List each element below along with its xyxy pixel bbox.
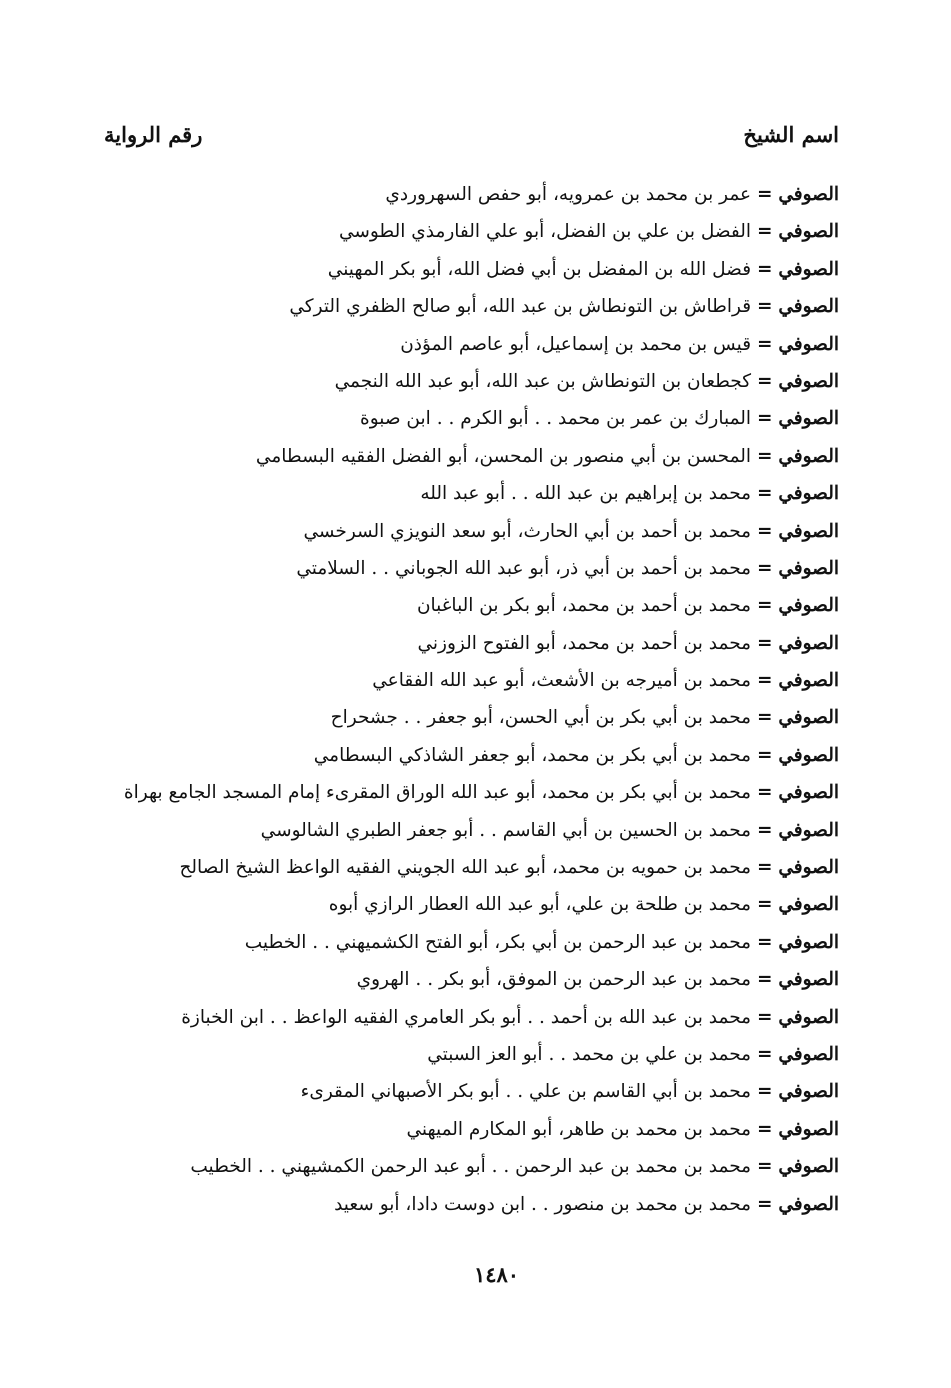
entry-prefix: الصوفي <box>778 969 839 991</box>
entry-prefix: الصوفي <box>778 258 839 280</box>
entry-separator: = <box>756 370 773 392</box>
entry-prefix: الصوفي <box>778 782 839 804</box>
entry-separator: = <box>756 632 773 654</box>
entry-name: محمد بن محمد بن منصور . . ابن دوست دادا، أبو سعيد <box>334 1193 752 1215</box>
entry-prefix: الصوفي <box>778 408 839 430</box>
entry-prefix: الصوفي <box>778 894 839 916</box>
entry-row <box>99 625 839 662</box>
entry-name: محمد بن محمد بن طاهر، أبو المكارم الميهني <box>406 1118 752 1140</box>
entry-name: محمد بن إبراهيم بن عبد الله . . أبو عبد الله <box>420 483 752 505</box>
entry-row <box>99 251 839 288</box>
entry-prefix: الصوفي <box>778 670 839 692</box>
entry-separator: = <box>756 707 773 729</box>
entry-list <box>99 176 839 1223</box>
entry-row <box>99 213 839 250</box>
entry-name: محمد بن أحمد بن محمد، أبو الفتوح الزوزني <box>417 632 752 654</box>
entry-row <box>99 438 839 475</box>
entry-prefix: الصوفي <box>778 707 839 729</box>
entry-name: محمد بن أبي بكر بن محمد، أبو عبد الله الوراق المقرىء إمام المسجد الجامع بهراة <box>123 782 752 804</box>
entry-row <box>99 363 839 400</box>
entry-row <box>99 961 839 998</box>
entry-prefix: الصوفي <box>778 296 839 318</box>
entry-name: محمد بن طلحة بن علي، أبو عبد الله العطار الرازي أبوه <box>328 894 752 916</box>
entry-row <box>99 1073 839 1110</box>
entry-prefix: الصوفي <box>778 1043 839 1065</box>
entry-separator: = <box>756 184 773 205</box>
entry-separator: = <box>756 1193 773 1215</box>
entry-row <box>99 587 839 624</box>
entry-separator: = <box>756 857 773 879</box>
entry-prefix: الصوفي <box>778 744 839 766</box>
entry-name: فضل الله بن المفضل بن أبي فضل الله، أبو بكر المهيني <box>327 258 752 280</box>
entry-name: محمد بن محمد بن عبد الرحمن . . أبو عبد الرحمن الكمشيهني . . الخطيب <box>190 1156 752 1178</box>
entry-name: محمد بن أحمد بن أبي الحارث، أبو سعد النويزي السرخسي <box>303 520 752 542</box>
entry-row <box>99 774 839 811</box>
entry-row <box>99 886 839 923</box>
entry-name: محمد بن أميرجه بن الأشعث، أبو عبد الله الفقاعي <box>372 670 752 692</box>
entry-separator: = <box>756 744 773 766</box>
entry-name: كجطعان بن التونطاش بن عبد الله، أبو عبد الله النجمي <box>334 370 752 392</box>
entry-row <box>99 1148 839 1185</box>
entry-separator: = <box>756 782 773 804</box>
entry-separator: = <box>756 333 773 355</box>
entry-separator: = <box>756 1081 773 1103</box>
entry-name: محمد بن أحمد بن محمد، أبو بكر بن الباغبان <box>416 595 752 617</box>
entry-row <box>99 475 839 512</box>
entry-separator: = <box>756 221 773 243</box>
entry-row <box>99 176 839 213</box>
entry-prefix: الصوفي <box>778 857 839 879</box>
entry-separator: = <box>756 969 773 991</box>
entry-separator: = <box>756 296 773 318</box>
entry-name: محمد بن أحمد بن أبي ذر، أبو عبد الله الجوباني . . السلامتي <box>296 557 752 579</box>
entry-separator: = <box>756 819 773 841</box>
entry-separator: = <box>756 1043 773 1065</box>
entry-name: محمد بن حمويه بن محمد، أبو عبد الله الجويني الفقيه الواعظ الشيخ الصالح <box>179 857 752 879</box>
entry-name: المبارك بن عمر بن محمد . . أبو الكرم . . ابن صبوة <box>360 408 752 430</box>
entry-name: المحسن بن أبي منصور بن المحسن، أبو الفضل الفقيه البسطامي <box>255 445 752 467</box>
entry-separator: = <box>756 1156 773 1178</box>
page-number: ١٤٨٠ <box>473 1262 520 1287</box>
entry-prefix: الصوفي <box>778 819 839 841</box>
entry-row <box>99 849 839 886</box>
entry-row <box>99 812 839 849</box>
entry-prefix: الصوفي <box>778 595 839 617</box>
entry-row <box>99 288 839 325</box>
entry-name: محمد بن عبد الله بن أحمد . . أبو بكر العامري الفقيه الواعظ . . ابن الخبازة <box>181 1006 752 1028</box>
entry-separator: = <box>756 670 773 692</box>
entry-prefix: الصوفي <box>778 557 839 579</box>
entry-row <box>99 513 839 550</box>
entry-separator: = <box>756 1006 773 1028</box>
entry-separator: = <box>756 483 773 505</box>
entry-separator: = <box>756 595 773 617</box>
entry-prefix: الصوفي <box>778 1118 839 1140</box>
entry-row <box>99 550 839 587</box>
entry-prefix: الصوفي <box>778 221 839 243</box>
entry-name: محمد بن الحسين بن أبي القاسم . . أبو جعفر الطبري الشالوسي <box>260 819 752 841</box>
column-heading-sheikh-name: اسم الشيخ <box>743 122 839 147</box>
column-heading-narration-number: رقم الرواية <box>104 122 203 147</box>
entry-prefix: الصوفي <box>778 931 839 953</box>
entry-prefix: الصوفي <box>778 520 839 542</box>
entry-separator: = <box>756 520 773 542</box>
entry-separator: = <box>756 445 773 467</box>
entry-row <box>99 326 839 363</box>
entry-row <box>99 924 839 961</box>
entry-name: محمد بن أبي بكر بن أبي الحسن، أبو جعفر . . جشحراح <box>330 707 752 729</box>
entry-separator: = <box>756 931 773 953</box>
entry-name: عمر بن محمد بن عمرويه، أبو حفص السهروردي <box>385 184 752 205</box>
entry-row <box>99 1111 839 1148</box>
entry-prefix: الصوفي <box>778 1193 839 1215</box>
entry-name: قيس بن محمد بن إسماعيل، أبو عاصم المؤذن <box>400 333 752 355</box>
entry-row <box>99 662 839 699</box>
entry-prefix: الصوفي <box>778 333 839 355</box>
entry-name: محمد بن علي بن محمد . . أبو العز السبتي <box>427 1043 752 1065</box>
entry-row <box>99 999 839 1036</box>
entry-separator: = <box>756 894 773 916</box>
entry-name: قراطاش بن التونطاش بن عبد الله، أبو صالح الظفري التركي <box>289 296 752 318</box>
entry-name: محمد بن أبي القاسم بن علي . . أبو بكر الأصبهاني المقرىء <box>300 1081 752 1103</box>
entry-prefix: الصوفي <box>778 184 839 205</box>
entry-prefix: الصوفي <box>778 445 839 467</box>
entry-row <box>99 737 839 774</box>
entry-name: الفضل بن علي بن الفضل، أبو علي الفارمذي الطوسي <box>338 221 752 243</box>
entry-prefix: الصوفي <box>778 632 839 654</box>
entry-row <box>99 699 839 736</box>
entry-prefix: الصوفي <box>778 1156 839 1178</box>
entry-row <box>99 400 839 437</box>
entry-separator: = <box>756 258 773 280</box>
entry-row <box>99 1186 839 1223</box>
entry-prefix: الصوفي <box>778 1081 839 1103</box>
entry-prefix: الصوفي <box>778 1006 839 1028</box>
entry-separator: = <box>756 557 773 579</box>
entry-prefix: الصوفي <box>778 483 839 505</box>
entry-separator: = <box>756 408 773 430</box>
entry-name: محمد بن أبي بكر بن محمد، أبو جعفر الشاذكي البسطامي <box>313 744 752 766</box>
entry-row <box>99 1036 839 1073</box>
entry-prefix: الصوفي <box>778 370 839 392</box>
entry-separator: = <box>756 1118 773 1140</box>
entry-name: محمد بن عبد الرحمن بن أبي بكر، أبو الفتح الكشميهني . . الخطيب <box>244 931 752 953</box>
page-number-container <box>0 1262 951 1287</box>
entry-name: محمد بن عبد الرحمن بن الموفق، أبو بكر . . الهروي <box>356 969 752 991</box>
